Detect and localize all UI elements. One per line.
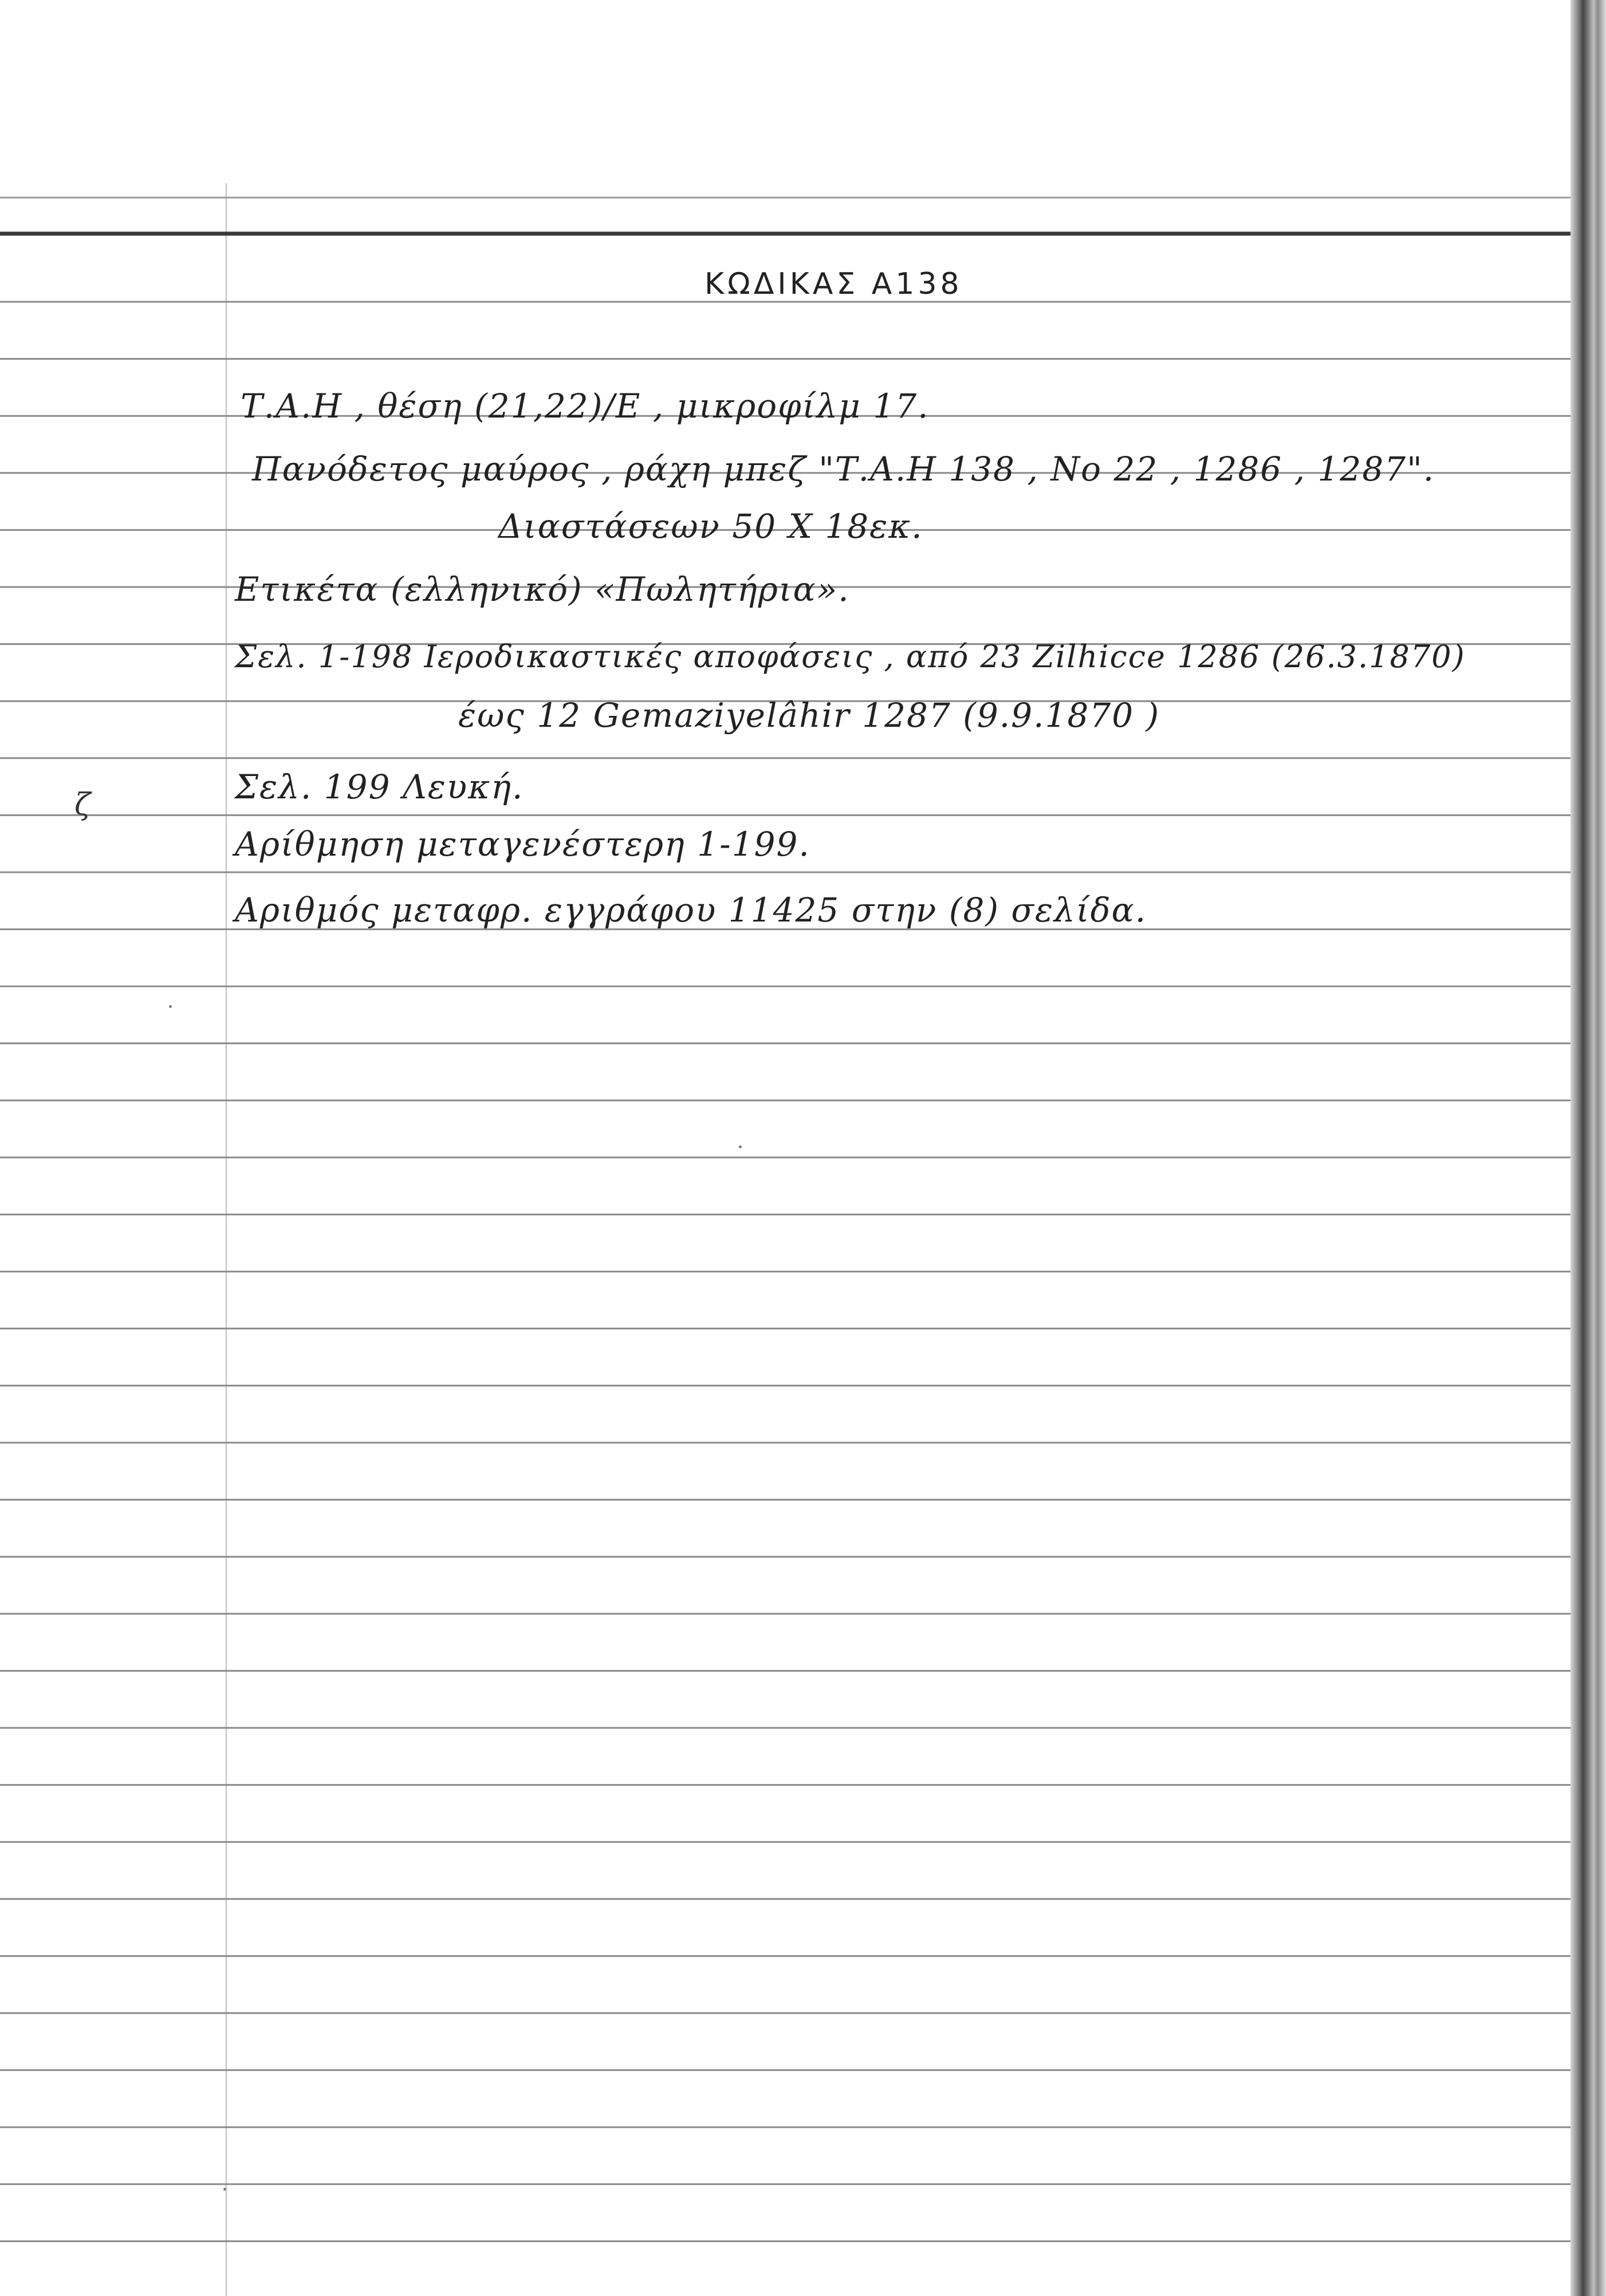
entry-line-2: Πανόδετος μαύρος , ράχη μπεζ "Τ.Α.Η 138 , Νο 22 , 1286 , 1287".: [252, 450, 1435, 489]
paper-speck: [169, 1005, 172, 1008]
entry-line-9: Αριθμός μεταφρ. εγγράφου 11425 στην (8) σελίδα.: [235, 891, 1147, 930]
binding-edge: [1570, 0, 1606, 2296]
entry-line-7: Σελ. 199 Λευκή.: [235, 767, 524, 806]
entry-line-6: έως 12 Gemaziyelâhir 1287 (9.9.1870 ): [458, 696, 1160, 735]
entry-line-5: Σελ. 1-198 Ιεροδικαστικές αποφάσεις , από 23 Zilhicce 1286 (26.3.1870): [235, 639, 1466, 675]
paper-speck: [739, 1145, 742, 1148]
entry-line-1: Τ.Α.Η , θέση (21,22)/Ε , μικροφίλμ 17.: [241, 387, 930, 426]
paper-speck: [223, 2188, 226, 2191]
entry-line-3: Διαστάσεων 50 X 18εκ.: [498, 507, 923, 546]
page-title: ΚΩΔΙΚΑΣ Α138: [704, 267, 963, 301]
entry-line-8: Αρίθμηση μεταγενέστερη 1-199.: [235, 825, 810, 864]
entry-line-4: Ετικέτα (ελληνικό) «Πωλητήρια».: [235, 570, 850, 609]
margin-mark: ζ: [74, 787, 91, 822]
